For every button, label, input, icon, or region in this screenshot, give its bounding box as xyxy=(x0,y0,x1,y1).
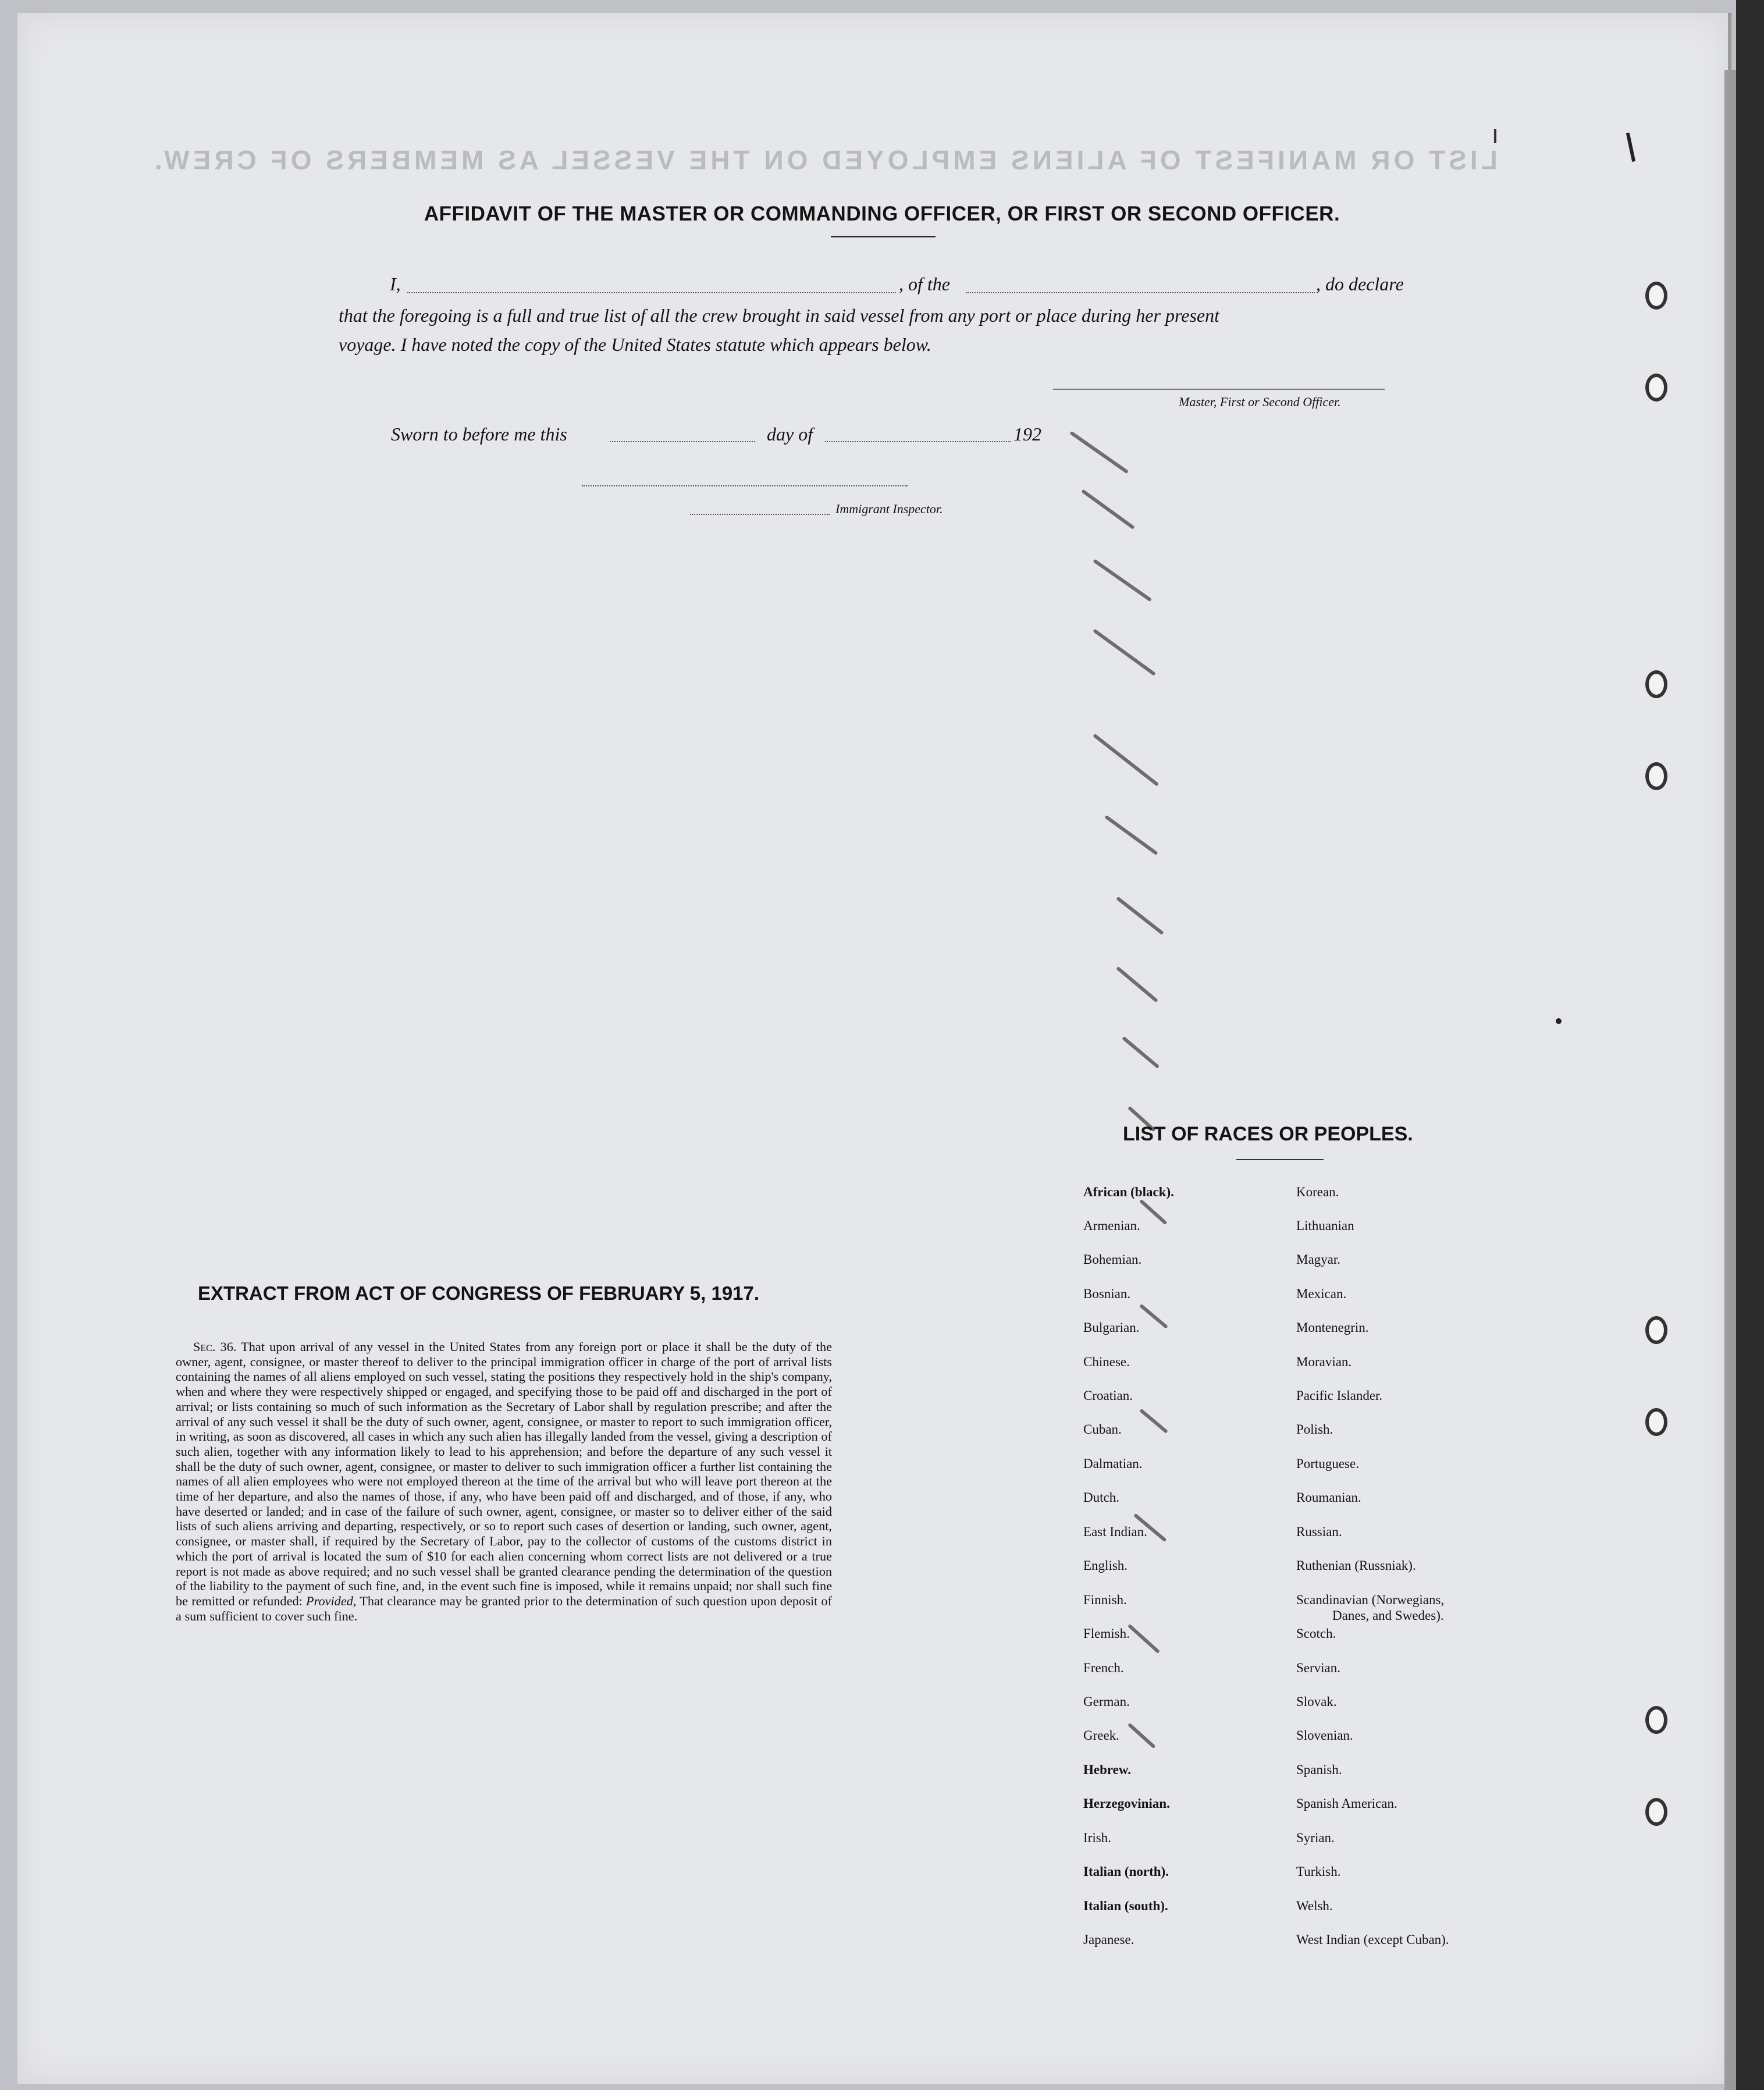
binder-hole xyxy=(1645,762,1667,790)
race-item: Russian. xyxy=(1296,1524,1342,1539)
year-label: 192 xyxy=(1013,424,1041,445)
race-item: Dutch. xyxy=(1083,1490,1119,1505)
race-item: Bohemian. xyxy=(1083,1252,1142,1267)
race-item: Dalmatian. xyxy=(1083,1456,1143,1471)
race-item: Lithuanian xyxy=(1296,1218,1354,1233)
race-item: African (black). xyxy=(1083,1185,1174,1199)
race-item: Magyar. xyxy=(1296,1252,1341,1267)
race-item: Bosnian. xyxy=(1083,1286,1131,1301)
inspector-label: Immigrant Inspector. xyxy=(835,502,943,516)
day-of-label: day of xyxy=(767,424,813,445)
race-item: Scotch. xyxy=(1296,1626,1336,1641)
binder-hole xyxy=(1645,374,1667,401)
page-edge-shadow xyxy=(1724,70,1736,2090)
race-item: Turkish. xyxy=(1296,1864,1341,1879)
race-item: French. xyxy=(1083,1661,1124,1675)
inspector-signature-line[interactable] xyxy=(582,485,908,486)
sworn-month-field[interactable] xyxy=(825,441,1011,442)
race-item: Portuguese. xyxy=(1296,1456,1359,1471)
binder-hole xyxy=(1645,1798,1667,1826)
race-item: Croatian. xyxy=(1083,1388,1133,1403)
race-item: Japanese. xyxy=(1083,1932,1134,1947)
extract-text: That upon arrival of any vessel in the United States from any foreign port or place it shall be the duty of the owner, agent, consignee, or master thereof to deliver to the principal immigration officer in charge of the port of arrival lists containing the names of all aliens employed on such vessel, stating the positions they respectively hold in the ship's company, when and where they were respectively shipped or engaged, and specifying those to be paid off and discharged in the port of arrival; or lists containing so much of such information as the Secretary of Labor shall by regulation prescribe; and after the arrival of any such vessel it shall be the duty of such owner, agent, consignee, or master to report to such immigration officer, in writing, as soon as discovered, all cases in which any such alien has illegally landed from the vessel, giving a description of such alien, together with any information likely to lead to his apprehension; and before the departure of any such vessel it shall be the duty of such owner, agent, consignee, or master to deliver to such immigration officer a further list containing the names of all alien employees who were not employed thereon at the time of the arrival but who will leave port thereon at the time of her departure, and also the names of those, if any, who have been paid off and discharged, and of those, if any, who have deserted or landed; and in case of the failure of such owner, agent, consignee, or master so to deliver either of the said lists of such aliens arriving and departing, respectively, or so to report such cases of desertion or landing, such owner, agent, consignee, or master shall, if required by the Secretary of Labor, pay to the collector of customs of the customs district in which the port of arrival is located the sum of $10 for each alien concerning whom correct lists are not delivered or a true report is not made as above required; and no such vessel shall be granted clearance pending the determination of the question of the liability to the payment of such fine, and, in the event such fine is imposed, while it remains unpaid; nor shall such fine be remitted or refunded: xyxy=(176,1339,832,1608)
race-item: Armenian. xyxy=(1083,1218,1140,1233)
race-item: Mexican. xyxy=(1296,1286,1347,1301)
ink-mark xyxy=(1494,129,1496,143)
binder-hole xyxy=(1645,1706,1667,1734)
race-item: Spanish. xyxy=(1296,1762,1342,1777)
race-item: Chinese. xyxy=(1083,1355,1130,1369)
race-item: German. xyxy=(1083,1694,1130,1709)
binder-hole xyxy=(1645,282,1667,310)
race-item: Roumanian. xyxy=(1296,1490,1361,1505)
race-item: Herzegovinian. xyxy=(1083,1796,1170,1811)
affidavit-line-2: voyage. I have noted the copy of the United States statute which appears below. xyxy=(339,334,931,355)
master-signature-line[interactable] xyxy=(1053,389,1385,390)
race-item: Flemish. xyxy=(1083,1626,1130,1641)
race-item: Slovenian. xyxy=(1296,1728,1353,1743)
race-item: Montenegrin. xyxy=(1296,1320,1369,1335)
race-item: Korean. xyxy=(1296,1185,1339,1199)
affidavit-title: AFFIDAVIT OF THE MASTER OR COMMANDING OFFICER, OR FIRST OR SECOND OFFICER. xyxy=(424,202,1340,225)
race-item: Spanish American. xyxy=(1296,1796,1397,1811)
race-item: Cuban. xyxy=(1083,1422,1122,1437)
sworn-label: Sworn to before me this xyxy=(391,424,567,445)
race-item: East Indian. xyxy=(1083,1524,1147,1539)
binder-hole xyxy=(1645,1408,1667,1436)
race-item: Bulgarian. xyxy=(1083,1320,1140,1335)
bleed-through-heading: LIST OR MANIFEST OF ALIENS EMPLOYED ON THE VESSEL AS MEMBERS OF CREW. xyxy=(151,145,1498,175)
affidavit-do-declare-label: , do declare xyxy=(1316,273,1404,294)
binder-edge xyxy=(1736,0,1764,2090)
race-item: Danes, and Swedes). xyxy=(1332,1608,1444,1623)
affidavit-of-the-label: , of the xyxy=(899,273,950,294)
extract-title: EXTRACT FROM ACT OF CONGRESS OF FEBRUARY 5, 1917. xyxy=(198,1282,760,1304)
extract-body xyxy=(176,1339,832,1623)
race-item: Hebrew. xyxy=(1083,1762,1131,1777)
race-item: Scandinavian (Norwegians, xyxy=(1296,1593,1445,1607)
race-item: Pacific Islander. xyxy=(1296,1388,1383,1403)
race-item: Ruthenian (Russniak). xyxy=(1296,1558,1416,1573)
race-item: Syrian. xyxy=(1296,1830,1335,1845)
affidavit-title-rule xyxy=(831,236,936,237)
races-title-rule xyxy=(1236,1159,1324,1160)
master-name-field[interactable] xyxy=(407,292,896,293)
race-item: Moravian. xyxy=(1296,1355,1352,1369)
race-item: Italian (south). xyxy=(1083,1899,1168,1913)
affidavit-line-1: that the foregoing is a full and true list of all the crew brought in said vessel from any port or place during her present xyxy=(339,305,1219,326)
race-item: Finnish. xyxy=(1083,1593,1127,1607)
affidavit-i-label: I, xyxy=(390,273,401,294)
races-title: LIST OF RACES OR PEOPLES. xyxy=(1123,1123,1413,1145)
race-item: Slovak. xyxy=(1296,1694,1337,1709)
master-signature-label: Master, First or Second Officer. xyxy=(1179,394,1341,409)
race-item: Polish. xyxy=(1296,1422,1333,1437)
ink-dot xyxy=(1556,1018,1562,1024)
race-item: English. xyxy=(1083,1558,1128,1573)
race-item: Irish. xyxy=(1083,1830,1111,1845)
race-item: Italian (north). xyxy=(1083,1864,1169,1879)
proviso-text: That clearance may be granted prior to the determination of such question upon deposit of a sum sufficient to cover such fine. xyxy=(176,1593,833,1623)
race-item: Welsh. xyxy=(1296,1899,1333,1913)
inspector-label-leader xyxy=(690,514,830,515)
section-label: Sec. 36. xyxy=(193,1339,237,1354)
race-item: Greek. xyxy=(1083,1728,1119,1743)
race-item: Servian. xyxy=(1296,1661,1341,1675)
race-item: West Indian (except Cuban). xyxy=(1296,1932,1449,1947)
binder-hole xyxy=(1645,1316,1667,1344)
sworn-day-field[interactable] xyxy=(610,441,755,442)
vessel-name-field[interactable] xyxy=(966,292,1315,293)
binder-hole xyxy=(1645,670,1667,698)
proviso-label: Provided, xyxy=(305,1593,357,1608)
